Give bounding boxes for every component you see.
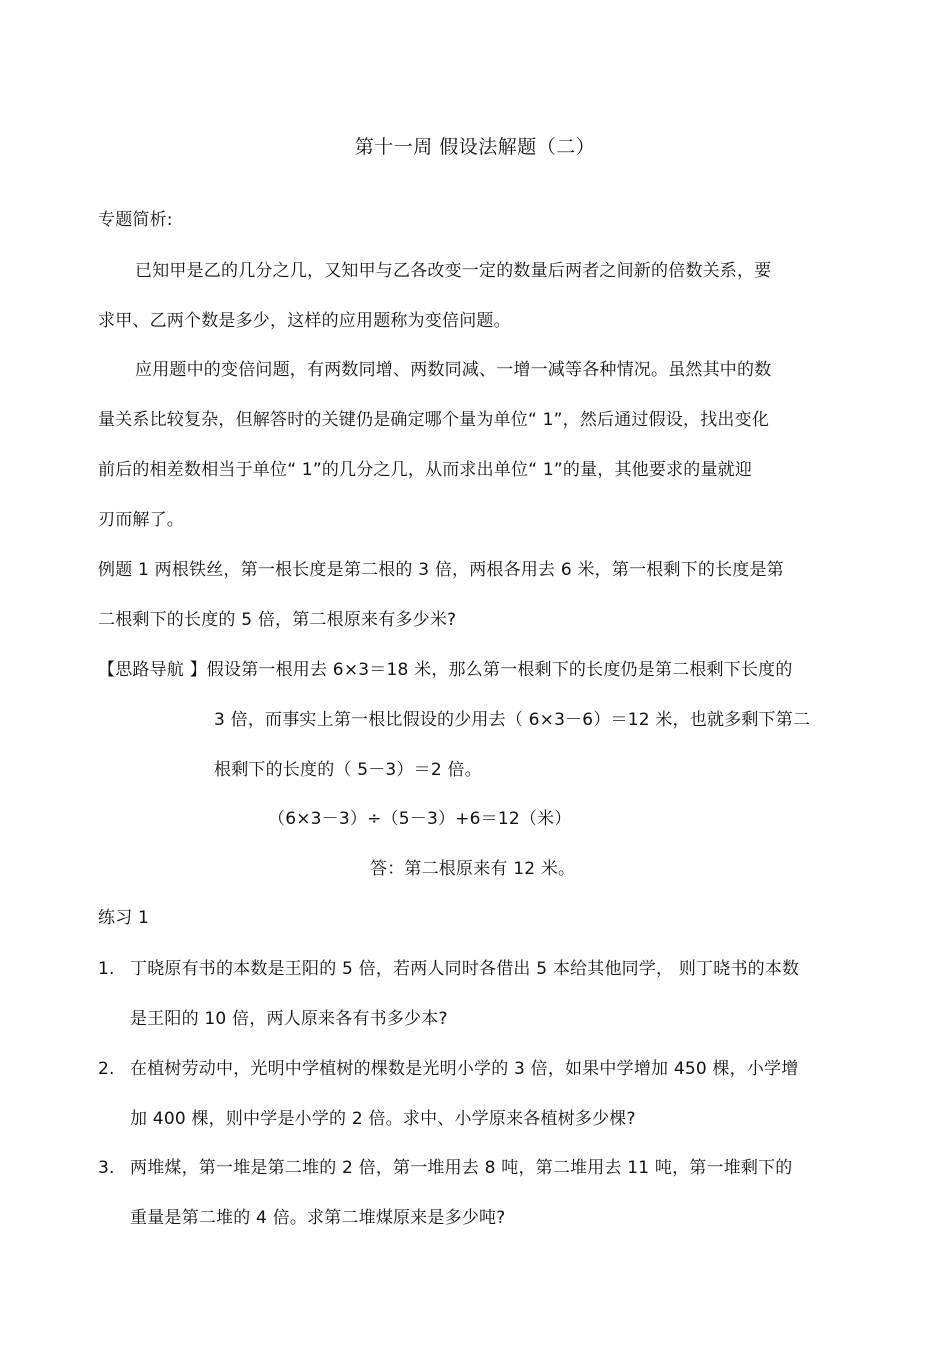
practice-item-1-number: 1. <box>98 959 115 979</box>
intro-paragraph-2-line-1: 应用题中的变倍问题，有两数同增、两数同减、一增一减等各种情况。虽然其中的数 <box>135 360 772 380</box>
practice-item-2-line-1: 在植树劳动中，光明中学植树的棵数是光明小学的 3 倍，如果中学增加 450 棵，小学增 <box>130 1059 799 1079</box>
example-question-line-1: 例题 1 两根铁丝，第一根长度是第二根的 3 倍，两根各用去 6 米，第一根剩下的长度是第 <box>98 560 784 580</box>
example-hint-line-1: 【思路导航 】假设第一根用去 6×3＝18 米，那么第一根剩下的长度仍是第二根剩下长度的 <box>98 660 793 680</box>
intro-paragraph-1-line-1: 已知甲是乙的几分之几，又知甲与乙各改变一定的数量后两者之间新的倍数关系，要 <box>135 261 772 281</box>
intro-paragraph-2-line-4: 刃而解了。 <box>98 510 184 530</box>
example-answer: 答：第二根原来有 12 米。 <box>370 859 576 879</box>
intro-paragraph-2-line-2: 量关系比较复杂，但解答时的关键仍是确定哪个量为单位“ 1”，然后通过假设，找出变化 <box>98 410 770 430</box>
example-hint-line-2: 3 倍，而事实上第一根比假设的少用去（ 6×3－6）＝12 米，也就多剩下第二 <box>214 710 811 730</box>
section-label: 专题简析: <box>98 210 173 230</box>
example-question-line-2: 二根剩下的长度的 5 倍，第二根原来有多少米? <box>98 610 457 630</box>
practice-item-1-line-2: 是王阳的 10 倍，两人原来各有书多少本? <box>130 1009 448 1029</box>
page-title: 第十一周 假设法解题（二） <box>354 136 596 158</box>
intro-paragraph-2-line-3: 前后的相差数相当于单位“ 1”的几分之几，从而求出单位“ 1”的量，其他要求的量就迎 <box>98 460 753 480</box>
intro-paragraph-1-line-2: 求甲、乙两个数是多少，这样的应用题称为变倍问题。 <box>98 311 511 331</box>
practice-item-3-line-2: 重量是第二堆的 4 倍。求第二堆煤原来是多少吨? <box>130 1208 506 1228</box>
practice-item-3-number: 3. <box>98 1158 115 1178</box>
practice-label: 练习 1 <box>98 908 150 928</box>
practice-item-1-line-1: 丁晓原有书的本数是王阳的 5 倍，若两人同时各借出 5 本给其他同学， 则丁晓书的本数 <box>130 959 800 979</box>
practice-item-2-number: 2. <box>98 1059 115 1079</box>
example-hint-line-3: 根剩下的长度的（ 5－3）＝2 倍。 <box>214 760 482 780</box>
practice-item-2-line-2: 加 400 棵，则中学是小学的 2 倍。求中、小学原来各植树多少棵? <box>130 1109 636 1129</box>
example-formula: （6×3－3）÷（5－3）+6＝12（米） <box>268 809 572 829</box>
practice-item-3-line-1: 两堆煤，第一堆是第二堆的 2 倍，第一堆用去 8 吨，第二堆用去 11 吨，第一堆剩下的 <box>130 1158 793 1178</box>
